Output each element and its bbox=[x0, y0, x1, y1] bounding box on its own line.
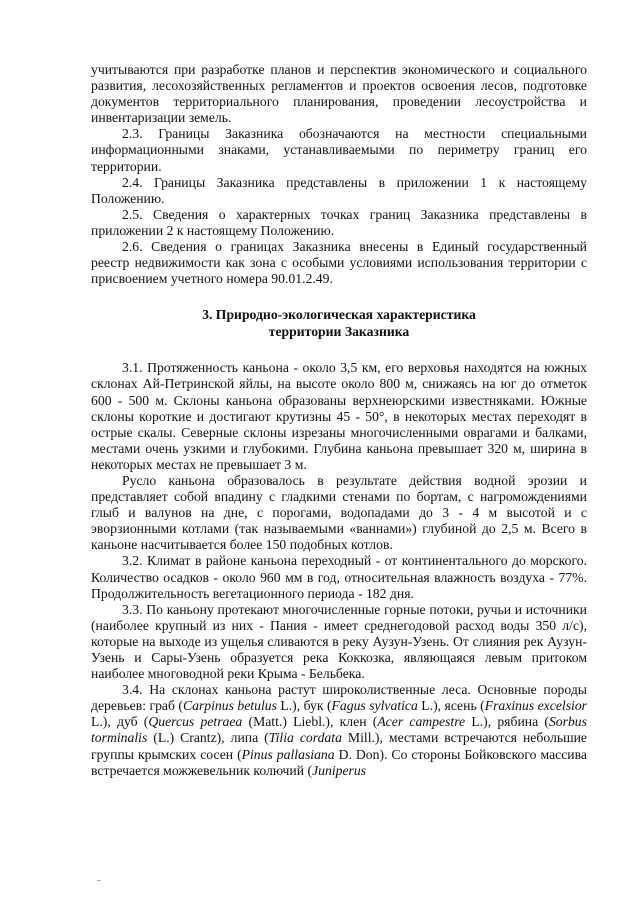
text-run: (L.) Crantz), липа ( bbox=[147, 730, 269, 746]
species-name-fraxinus: Fraxinus excelsior bbox=[484, 698, 587, 714]
paragraph-continuation: учитываются при разработке планов и перспектив экономического и социального развития, лесохозяйственных регламентов и проектов освоения лесов, подготовке документов территориального планирования, проведении лесоустройства и инвентаризации земель. bbox=[91, 62, 587, 126]
species-name-acer: Acer campestre bbox=[377, 714, 466, 730]
species-name-tilia: Tilia cordata bbox=[268, 730, 342, 746]
paragraph-3-4 bbox=[91, 682, 587, 779]
paragraph-3-1: 3.1. Протяженность каньона - около 3,5 км, его верховья находятся на южных склонах Ай-Петринской яйлы, на высоте около 800 м, снижаясь на юг до отметок 600 - 500 м. Склоны каньона образованы верхнеюрскими известняками. Южные склоны короткие и достигают крутизны 45 - 50°, в некоторых местах переходят в острые скалы. Северные склоны изрезаны многочисленными оврагами и балками, местами очень узкими и глубокими. Глубина каньона превышает 320 м, ширина в некоторых местах не превышает 3 м. bbox=[91, 360, 587, 472]
text-run: D. Don). Со стороны Бойковского массива встречается можжевельник колючий ( bbox=[91, 746, 587, 778]
species-name-carpinus: Carpinus betulus bbox=[182, 698, 277, 714]
section-3-heading bbox=[91, 307, 587, 340]
paragraph-3-2: 3.2. Климат в районе каньона переходный - от континентального до морского. Количество осадков - около 960 мм в год, относительная влажность воздуха - 77%. Продолжительность вегетационного периода - 182 дня. bbox=[91, 553, 587, 601]
text-run: 3.4. На склонах каньона растут широколиственные леса. Основные породы деревьев: граб ( bbox=[91, 682, 587, 714]
document-page bbox=[91, 62, 587, 779]
text-run: L.), рябина ( bbox=[465, 714, 549, 730]
species-name-sorbus: Sorbus torminalis bbox=[91, 714, 587, 746]
text-run: L.), ясень ( bbox=[417, 698, 485, 714]
paragraph-2-4: 2.4. Границы Заказника представлены в приложении 1 к настоящему Положению. bbox=[91, 174, 587, 206]
paragraph-3-1-riverbed: Русло каньона образовалось в результате действия водной эрозии и представляет собой впадину с гладкими стенами по бортам, с нагромождениями глыб и валунов на дне, с порогами, водопадами до 3 - 4 м высотой и с эворзионными котлами (так называемыми «ваннами») глубиной до 2,5 м. Всего в каньоне насчитывается более 150 подобных котлов. bbox=[91, 472, 587, 553]
section-3-heading-line-1: 3. Природно-экологическая характеристика bbox=[202, 307, 476, 323]
species-name-quercus: Quercus petraea bbox=[148, 714, 243, 730]
species-name-fagus: Fagus sylvatica bbox=[331, 698, 418, 714]
paragraph-3-3: 3.3. По каньону протекают многочисленные горные потоки, ручьи и источники (наиболее крупный из них - Пания - имеет среднегодовой расход воды 350 л/с), которые на выходе из ущелья сливаются в реку Аузун-Узень. От слияния рек Аузун-Узень и Сары-Узень образуется река Коккозка, являющаяся левым притоком наиболее многоводной реки Крыма - Бельбека. bbox=[91, 601, 587, 682]
text-run: L.), дуб ( bbox=[91, 714, 149, 730]
paragraph-2-5: 2.5. Сведения о характерных точках границ Заказника представлены в приложении 2 к настоящему Положению. bbox=[91, 206, 587, 238]
text-run: (Matt.) Liebl.), клен ( bbox=[242, 714, 378, 730]
species-name-juniperus: Juniperus bbox=[312, 762, 367, 778]
paragraph-2-3: 2.3. Границы Заказника обозначаются на местности специальными информационными знаками, устанавливаемыми по периметру границ его территории. bbox=[91, 126, 587, 174]
paragraph-2-6: 2.6. Сведения о границах Заказника внесены в Единый государственный реестр недвижимости как зона с особыми условиями использования территории с присвоением учетного номера 90.01.2.49. bbox=[91, 239, 587, 287]
species-name-pinus: Pinus pallasiana bbox=[241, 746, 335, 762]
scan-artifact-mark bbox=[97, 880, 101, 881]
section-3-heading-line-2: территории Заказника bbox=[268, 323, 410, 339]
text-run: Mill.), местами встречаются небольшие группы крымских сосен ( bbox=[91, 730, 588, 762]
text-run: L.), бук ( bbox=[276, 698, 332, 714]
